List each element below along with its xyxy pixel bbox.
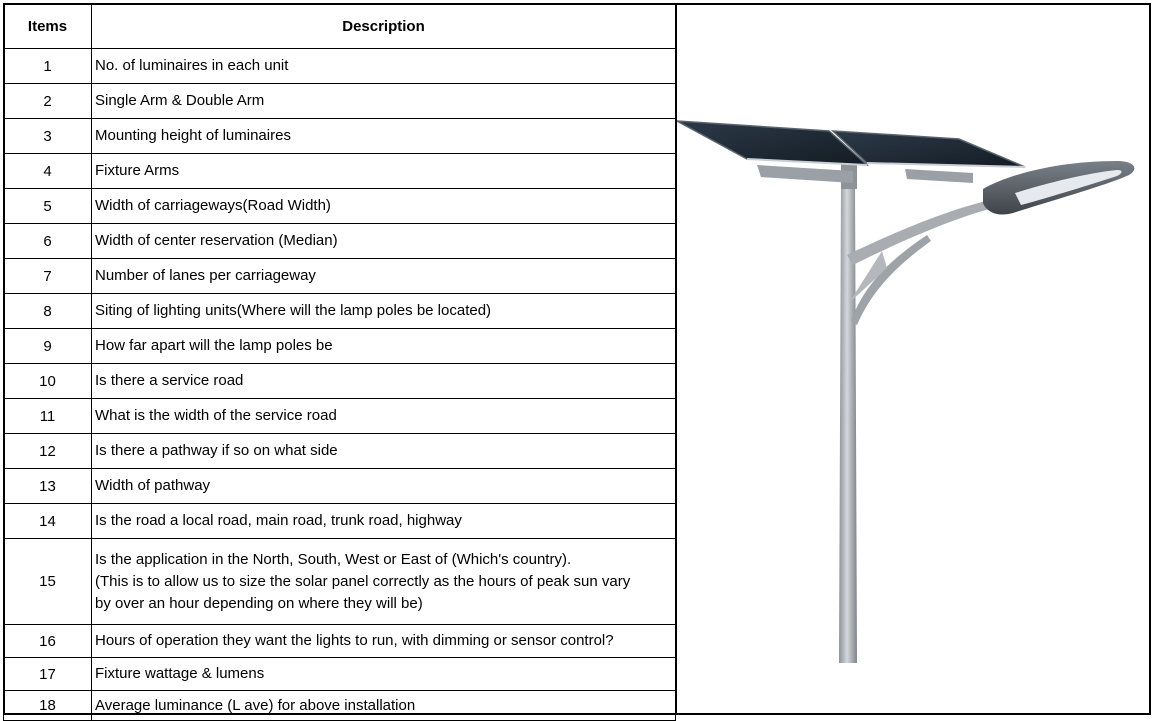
description-line: Is the application in the North, South, West or East of (Which's country). — [95, 550, 572, 568]
item-description: Fixture wattage & lumens — [92, 658, 676, 691]
item-number: 18 — [4, 691, 92, 721]
table-row — [4, 658, 676, 691]
table-row — [4, 364, 676, 399]
item-number: 17 — [4, 658, 92, 691]
item-description: Width of pathway — [92, 469, 676, 504]
product-image-cell — [675, 3, 1151, 715]
table-row — [4, 329, 676, 364]
item-description: Fixture Arms — [92, 154, 676, 189]
item-description: Is there a pathway if so on what side — [92, 434, 676, 469]
table-row — [4, 691, 676, 721]
item-number: 1 — [4, 49, 92, 84]
solar-street-light-icon — [677, 3, 1151, 711]
table-row — [4, 259, 676, 294]
item-number: 5 — [4, 189, 92, 224]
item-description: Average luminance (L ave) for above installation — [92, 691, 676, 721]
item-number: 4 — [4, 154, 92, 189]
item-number: 13 — [4, 469, 92, 504]
item-number: 9 — [4, 329, 92, 364]
item-number: 6 — [4, 224, 92, 259]
battery-box-right — [905, 169, 973, 183]
lamp-arm — [847, 199, 997, 265]
description-line: by over an hour depending on where they will be) — [95, 594, 423, 612]
table-row — [4, 434, 676, 469]
item-description: Number of lanes per carriageway — [92, 259, 676, 294]
item-description: Width of carriageways(Road Width) — [92, 189, 676, 224]
item-description: How far apart will the lamp poles be — [92, 329, 676, 364]
table-row — [4, 294, 676, 329]
item-description: Is the road a local road, main road, trunk road, highway — [92, 504, 676, 539]
table-row — [4, 399, 676, 434]
item-number: 8 — [4, 294, 92, 329]
table-row — [4, 119, 676, 154]
item-number: 12 — [4, 434, 92, 469]
table-row — [4, 504, 676, 539]
item-description: Single Arm & Double Arm — [92, 84, 676, 119]
table-row — [4, 189, 676, 224]
item-number: 16 — [4, 625, 92, 658]
solar-panel-left — [677, 121, 867, 165]
item-description: Hours of operation they want the lights to run, with dimming or sensor control? — [92, 625, 676, 658]
table-row — [4, 84, 676, 119]
table-row — [4, 539, 676, 625]
item-number: 10 — [4, 364, 92, 399]
item-description — [92, 539, 676, 625]
item-description: Siting of lighting units(Where will the lamp poles be located) — [92, 294, 676, 329]
item-number: 15 — [4, 539, 92, 625]
battery-box-left — [757, 165, 853, 183]
item-description: Width of center reservation (Median) — [92, 224, 676, 259]
item-description: Mounting height of luminaires — [92, 119, 676, 154]
item-description: Is there a service road — [92, 364, 676, 399]
item-description: What is the width of the service road — [92, 399, 676, 434]
table-row — [4, 625, 676, 658]
item-number: 7 — [4, 259, 92, 294]
table-header-row — [4, 4, 676, 49]
table-row — [4, 154, 676, 189]
header-items: Items — [4, 4, 92, 49]
item-number: 3 — [4, 119, 92, 154]
header-description: Description — [92, 4, 676, 49]
specification-table — [3, 3, 676, 721]
table-row — [4, 469, 676, 504]
item-description: No. of luminaires in each unit — [92, 49, 676, 84]
table-row — [4, 224, 676, 259]
item-number: 14 — [4, 504, 92, 539]
table-row — [4, 49, 676, 84]
description-line: (This is to allow us to size the solar panel correctly as the hours of peak sun vary — [95, 572, 631, 590]
item-number: 2 — [4, 84, 92, 119]
item-number: 11 — [4, 399, 92, 434]
